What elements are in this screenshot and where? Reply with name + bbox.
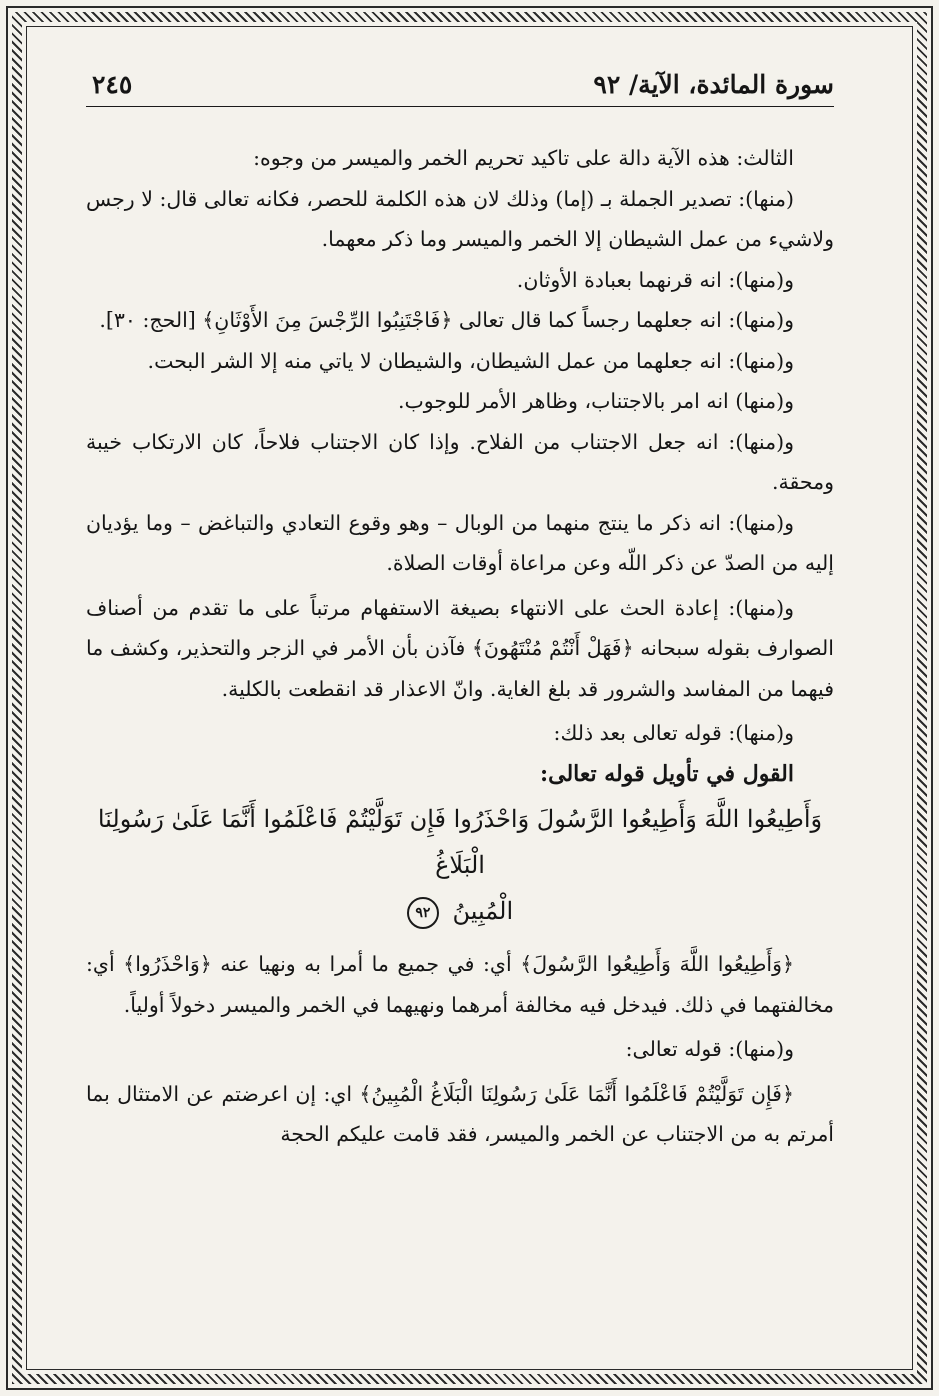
- verse-line-1: وَأَطِيعُوا اللَّهَ وَأَطِيعُوا الرَّسُولَ وَاحْذَرُوا فَإِن تَوَلَّيْتُمْ فَاعْلَمُوا أَنَّمَا عَلَىٰ رَسُولِنَا الْبَلَاغُ: [97, 805, 823, 879]
- tafsir-paragraph: ﴿وَأَطِيعُوا اللَّهَ وَأَطِيعُوا الرَّسُولَ﴾ أي: في جميع ما أمرا به ونهيا عنه ﴿وَاحْذَرُوا﴾ أي: مخالفتهما في ذلك. فيدخل فيه مخالفة أمرهما ونهيهما في الخمر والميسر دخولاً أولياً.: [86, 952, 834, 1017]
- paragraph: و(منها): إعادة الحث على الانتهاء بصيغة الاستفهام مرتباً على ما تقدم من أصناف الصوارف بقوله سبحانه ﴿فَهَلْ أَنْتُمْ مُنْتَهُونَ﴾ فآذن بأن الأمر في الزجر والتحذير، وكشف ما فيهما من المفاسد والشرور قد بلغ الغاية. وانّ الاعذار قد انقطعت بالكلية.: [86, 595, 834, 701]
- paragraph: و(منها): انه جعلهما رجساً كما قال تعالى ﴿فَاجْتَنِبُوا الرِّجْسَ مِنَ الأَوْثَانِ﴾ [الحج: ٣٠].: [99, 308, 794, 332]
- paragraph: و(منها) انه امر بالاجتناب، وظاهر الأمر للوجوب.: [397, 389, 794, 413]
- paragraph: و(منها): انه جعلهما من عمل الشيطان، والشيطان لا ياتي منه إلا الشر البحت.: [147, 348, 794, 373]
- verse-line-2: [86, 888, 834, 934]
- page-number: ٢٤٥: [92, 70, 133, 99]
- paragraph: و(منها): انه قرنهما بعبادة الأوثان.: [516, 267, 794, 292]
- page-body: [86, 138, 834, 1155]
- tafsir-paragraph: ﴿فَإِن تَوَلَّيْتُمْ فَاعْلَمُوا أَنَّمَا عَلَىٰ رَسُولِنَا الْبَلَاغُ الْمُبِينُ﴾ اي: إن اعرضتم عن الامتثال بما أمرتم به من الاجتناب عن الخمر والميسر، فقد قامت عليكم الحجة: [86, 1081, 834, 1146]
- paragraph: الثالث: هذه الآية دالة على تاكيد تحريم الخمر والميسر من وجوه:: [253, 146, 794, 170]
- paragraph: و(منها): انه ذكر ما ينتج منهما من الوبال – وهو وقوع التعادي والتباغض – وما يؤديان إليه من الصدّ عن ذكر اللّه وعن مراعاة أوقات الصلاة.: [86, 510, 834, 575]
- paragraph: (منها): تصدير الجملة بـ (إما) وذلك لان هذه الكلمة للحصر، فكانه تعالى قال: لا رجس ولاشيء من عمل الشيطان إلا الخمر والميسر وما ذكر معهما.: [86, 186, 834, 251]
- paragraph: و(منها): انه جعل الاجتناب من الفلاح. وإذا كان الاجتناب فلاحاً، كان الارتكاب خيبة ومحقة.: [86, 429, 834, 494]
- section-heading: القول في تأويل قوله تعالى:: [540, 760, 794, 787]
- tafsir-paragraph: و(منها): قوله تعالى:: [625, 1037, 794, 1061]
- verse-line-2-text: الْمُبِينُ: [452, 897, 514, 925]
- verse-number-medallion: ٩٢: [407, 897, 439, 929]
- paragraph: و(منها): قوله تعالى بعد ذلك:: [553, 721, 794, 745]
- book-page: [86, 60, 834, 1360]
- running-header: [86, 66, 834, 107]
- quran-verse: [86, 796, 834, 934]
- surah-reference: سورة المائدة، الآية/ ٩٢: [593, 70, 834, 99]
